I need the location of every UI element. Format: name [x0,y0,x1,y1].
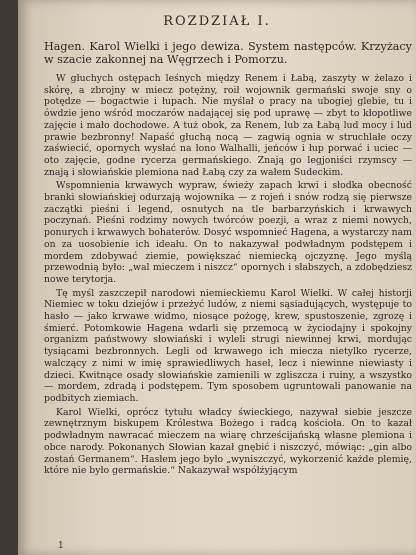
chapter-heading: ROZDZIAŁ I. [163,14,271,29]
paragraph: Karol Wielki, oprócz tytułu władcy świeckiego, nazywał siebie jeszcze zewnętrznym biskupem Królestwa Bożego i radcą kościoła. On to kazał podwładnym nawracać mieczem na wiarę chrześcijańską własne plemiona i obce narody. Pokonanych Słowian kazał gnębić i niszczyć, mówiąc: „gin albo zostań Germanem“. Hasłem jego było „wyniszczyć, wykorzenić każde plemię, które nie było germańskie.“ Nakazywał współżyjącym [44,406,412,477]
paragraph: Tę myśl zaszczepił narodowi niemieckiemu Karol Wielki. W całej historji Niemiec w toku dziejów i przeżyć ludów, z niemi sąsiadujących, występuje to hasło — jako krwawe widmo, niosące pożogę, krew, spustoszenie, zgrozę i śmierć. Potomkowie Hagena wdarli się przemocą w życiodajny i spokojny organizm państwowy słowiański i wyleli strugi niewinnej krwi, mordując tysiącami bezbronnych. Legli od krwawego ich miecza nietylko rycerze, walczący z nimi w imię sprawiedliwych haseł, lecz i niewinne niewiasty i dzieci. Kwitnące osady słowiańskie zamienili w zgliszcza i ruiny, a wszystko — mordem, zdradą i podstępem. Tym sposobem ugruntowali panowanie na podbitych ziemiach. [44,287,412,404]
chapter-summary: Hagen. Karol Wielki i jego dewiza. System następców. Krzyżacy w szacie zakonnej na Węgrzech i Pomorzu. [44,40,412,66]
page-number: 1 [58,541,64,551]
book-page [18,0,416,555]
chapter-body [44,73,412,479]
paragraph: W głuchych ostępach leśnych między Renem i Łabą, zaszyty w żelazo i skórę, a zbrojny w miecz potężny, roił wojownik germański swoje sny o potędze — bogactwie i łupach. Nie myślał o pracy na ubogiej glebie, tu i ówdzie jeno wśród moczarów nadającej się pod uprawę — zbyt to kłopotliwe zajęcie i mało dochodowe. A tuż obok, za Renem, lub za Łabą lud mocy i lud prawie bezbronny! Napaść głuchą nocą — zagwią ognia w struchlałe oczy zaświecić, opornych wysłać na łono Walhalli, jeńców i łup porwać i uciec — oto zajęcie, godne rycerza germańskiego. Znają go legjoniści rzymscy — znają i słowiańskie plemiona nad Łabą czy za wałem Sudeckim. [44,73,412,178]
paragraph: Wspomnienia krwawych wypraw, świeży zapach krwi i słodka obecność branki słowiańskiej odurzają wojownika — z rojeń i snów rodzą się pierwsze zaczątki pieśni i legend, osnutych na tle barbarzyńskich i krwawych poczynań. Pieśni rodzimy nowych twórców poezji, a wraz z niemi nowych, ponurych i krwawych bohaterów. Dosyć wspomnieć Hagena, a wystarczy nam on za uosobienie ich ideału. On to nakazywał podwładnym podstępem i mordem zdobywać ziemie, powiększać niemiecką ojczyznę. Jego myślą przewodnią było: „wal mieczem i niszcz“ opornych i słabszych, a zdobędziesz nowe terytorja. [44,180,412,285]
